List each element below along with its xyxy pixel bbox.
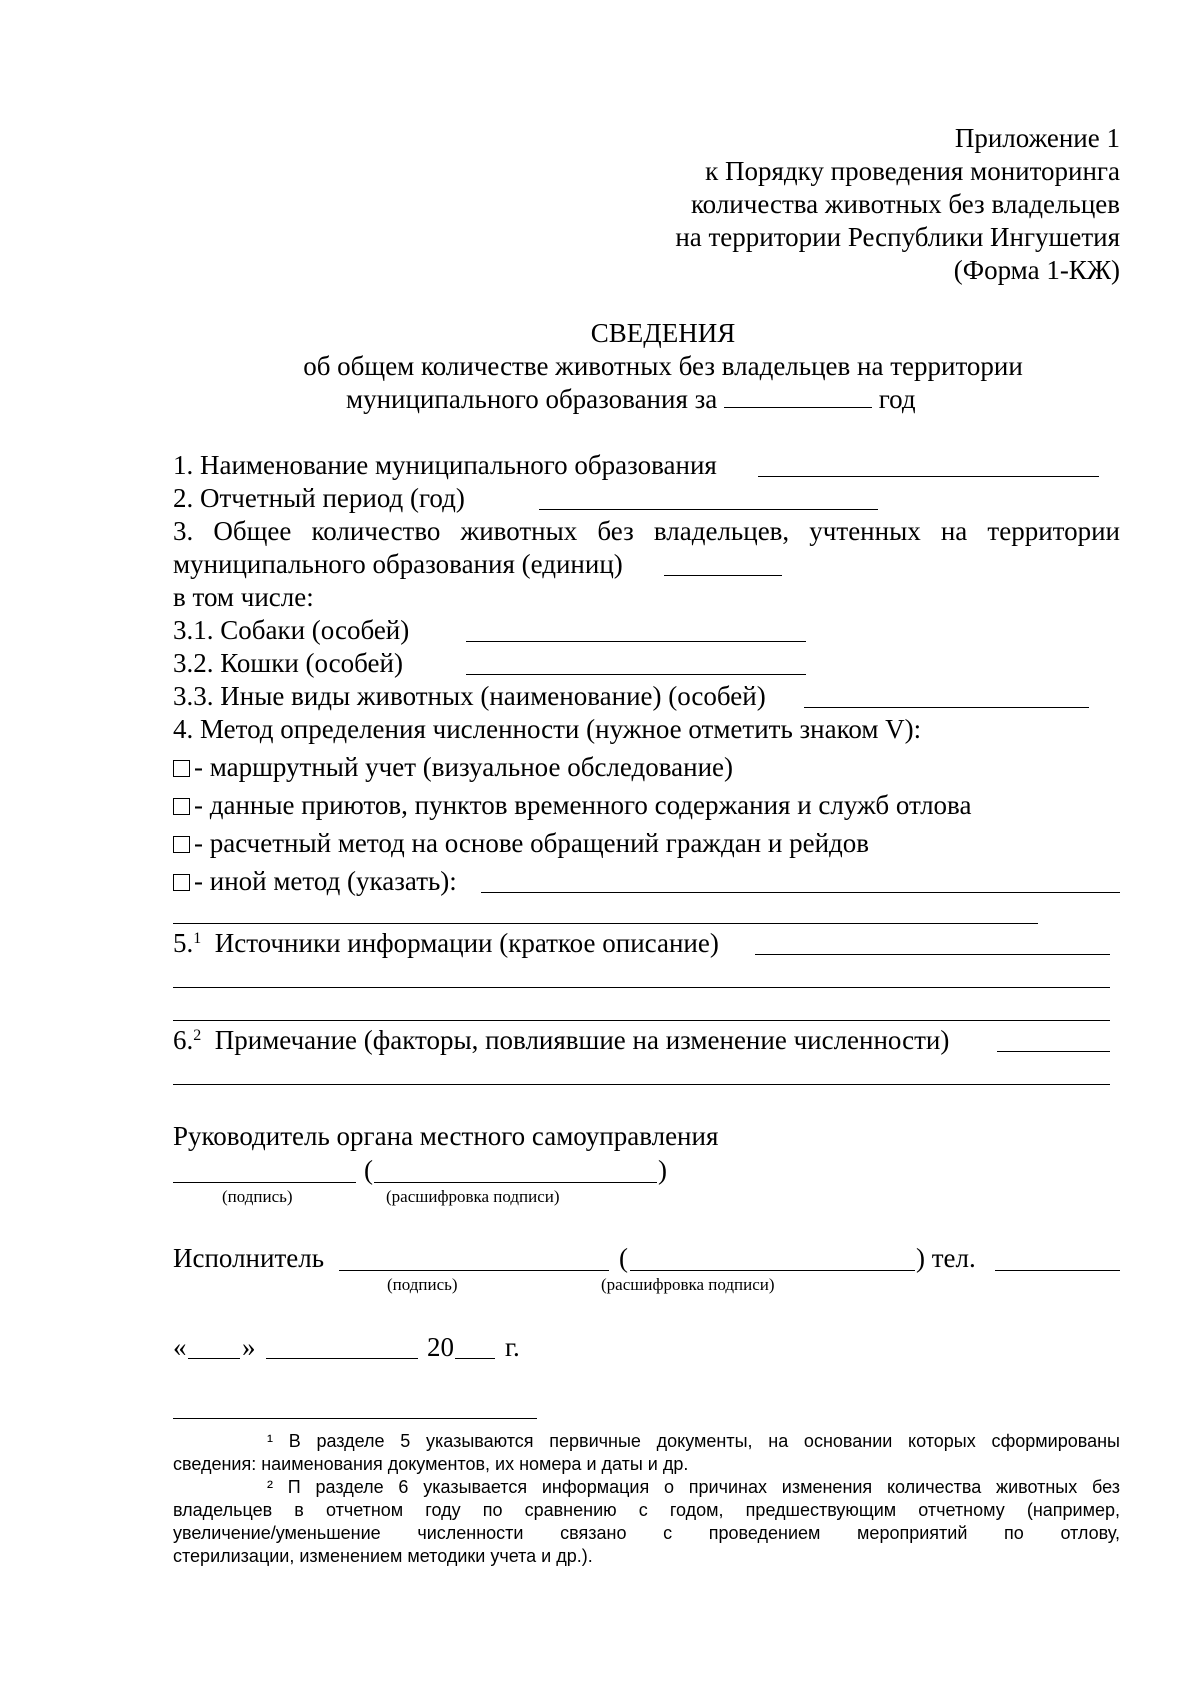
executor-signature-blank[interactable] (339, 1270, 609, 1271)
head-decode-blank[interactable] (374, 1182, 657, 1183)
footnote-ref-2: 2 (193, 1027, 202, 1044)
head-decode-caption: (расшифровка подписи) (386, 1187, 560, 1206)
item-4: 4. Метод определения численности (нужное отметить знаком V): (173, 714, 922, 744)
subtitle-2-year-word: год (878, 384, 916, 414)
document-subtitle-1: об общем количестве животных без владельцев на территории (303, 351, 1023, 381)
footnote-2-line-2: владельцев в отчетном году по сравнению с годом, предшествующим отчетному (например, (173, 1500, 1120, 1520)
checkbox-other-method[interactable] (173, 874, 190, 891)
item-3-2-blank[interactable] (466, 674, 806, 675)
item-6-blank[interactable] (997, 1051, 1110, 1052)
date-open-quote: « (173, 1332, 187, 1362)
executor-sig-caption: (подпись) (387, 1275, 458, 1294)
method-option-2-label: - данные приютов, пунктов временного содержания и служб отлова (194, 790, 972, 820)
item-3-3: 3.3. Иные виды животных (наименование) (особей) (173, 681, 766, 711)
item-5-number: 5. (173, 928, 194, 958)
footnote-2-line-1: ² П разделе 6 указывается информация о причинах изменения количества животных без (267, 1477, 1120, 1497)
head-signature-title: Руководитель органа местного самоуправления (173, 1121, 719, 1151)
document-subtitle-2 (346, 383, 916, 415)
including-label: в том числе: (173, 582, 314, 612)
method-option-3-label: - расчетный метод на основе обращений граждан и рейдов (194, 828, 869, 858)
footnote-separator (173, 1418, 537, 1419)
subtitle-2-text: муниципального образования за (346, 384, 718, 414)
item-3-blank[interactable] (664, 575, 782, 576)
date-month-blank[interactable] (266, 1358, 418, 1359)
item-3-3-blank[interactable] (804, 707, 1089, 708)
item-2: 2. Отчетный период (год) (173, 483, 465, 513)
method-option-1 (173, 751, 733, 783)
footnote-1-line-2: сведения: наименования документов, их номера и даты и др. (173, 1454, 689, 1474)
date-close-quote: » (242, 1332, 256, 1362)
item-3-2: 3.2. Кошки (особей) (173, 648, 403, 678)
checkbox-route-survey[interactable] (173, 760, 190, 777)
item-1-blank[interactable] (758, 476, 1099, 477)
head-close-paren: ) (658, 1155, 667, 1185)
method-option-3 (173, 827, 869, 859)
year-blank[interactable] (724, 385, 872, 408)
item-6-number: 6. (173, 1025, 194, 1055)
item-5-blank-3[interactable] (173, 1020, 1110, 1021)
date-day-blank[interactable] (188, 1358, 240, 1359)
document-title: СВЕДЕНИЯ (590, 318, 736, 348)
item-2-blank[interactable] (539, 509, 878, 510)
method-option-2 (173, 789, 971, 821)
form-code: (Форма 1-КЖ) (953, 255, 1120, 285)
footnote-ref-1: 1 (193, 930, 202, 947)
method-option-4 (173, 865, 457, 897)
item-3-line-1: 3. Общее количество животных без владельцев, учтенных на территории (173, 516, 1120, 546)
appendix-line-3: количества животных без владельцев (690, 189, 1120, 219)
item-6-blank-2[interactable] (173, 1084, 1110, 1085)
other-method-blank-2[interactable] (173, 923, 1038, 924)
executor-decode-caption: (расшифровка подписи) (601, 1275, 775, 1294)
item-6 (173, 1024, 949, 1056)
item-5 (173, 927, 719, 959)
item-5-label: Источники информации (краткое описание) (214, 928, 719, 958)
item-1-label: 1. Наименование муниципального образования (173, 450, 717, 480)
item-3-1: 3.1. Собаки (особей) (173, 615, 410, 645)
item-5-blank[interactable] (755, 954, 1110, 955)
item-6-label: Примечание (факторы, повлиявшие на изменение численности) (214, 1025, 950, 1055)
item-3-line-2: муниципального образования (единиц) (173, 549, 623, 579)
head-open-paren: ( (364, 1155, 373, 1185)
checkbox-shelter-data[interactable] (173, 798, 190, 815)
method-option-1-label: - маршрутный учет (визуальное обследование) (194, 752, 734, 782)
method-option-4-label: - иной метод (указать): (194, 866, 457, 896)
date-year-prefix: 20 (427, 1332, 454, 1362)
footnote-2-line-4: стерилизации, изменением методики учета и др.). (173, 1546, 593, 1566)
appendix-line-2: к Порядку проведения мониторинга (705, 156, 1120, 186)
item-5-blank-2[interactable] (173, 987, 1110, 988)
date-year-blank[interactable] (455, 1358, 495, 1359)
appendix-title: Приложение 1 (954, 123, 1120, 153)
item-3-1-blank[interactable] (466, 641, 806, 642)
other-method-blank[interactable] (481, 892, 1120, 893)
footnote-1-line-1: ¹ В разделе 5 указываются первичные документы, на основании которых сформированы (267, 1431, 1120, 1451)
head-sig-caption: (подпись) (222, 1187, 293, 1206)
date-year-suffix: г. (505, 1332, 520, 1362)
item-1 (173, 449, 717, 481)
head-signature-blank[interactable] (173, 1182, 356, 1183)
executor-label: Исполнитель (173, 1243, 325, 1273)
executor-tel-label: ) тел. (916, 1243, 976, 1273)
executor-decode-blank[interactable] (630, 1270, 915, 1271)
executor-phone-blank[interactable] (995, 1270, 1120, 1271)
checkbox-calculation-method[interactable] (173, 836, 190, 853)
executor-open-paren: ( (619, 1243, 628, 1273)
footnote-2-line-3: увеличение/уменьшение численности связано с проведением мероприятий по отлову, (173, 1523, 1120, 1543)
appendix-line-4: на территории Республики Ингушетия (675, 222, 1120, 252)
